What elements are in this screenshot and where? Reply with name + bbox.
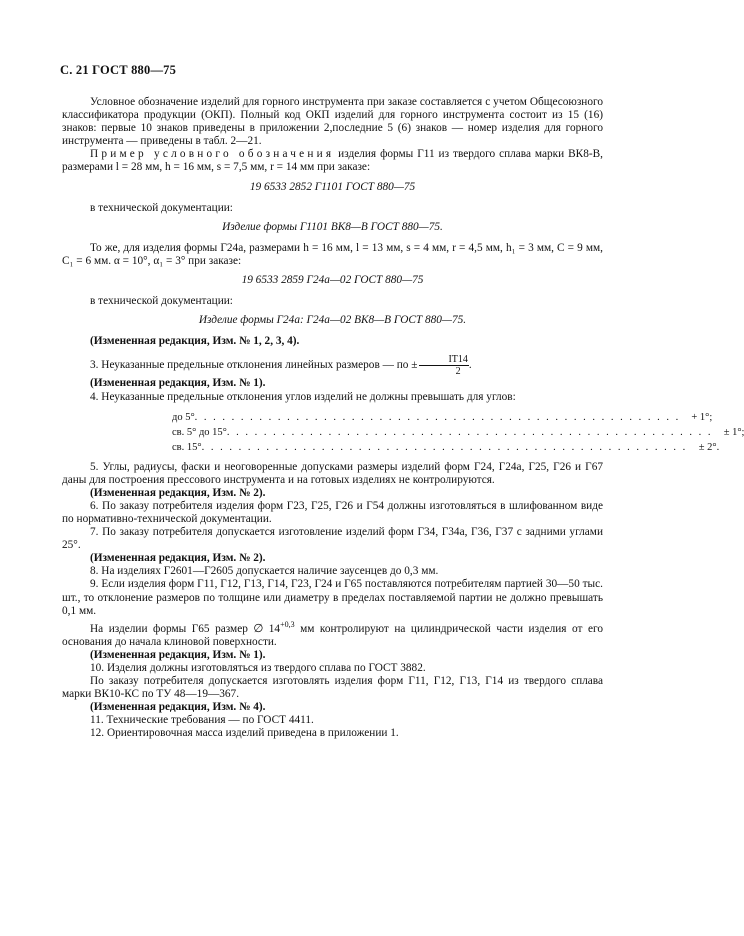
fraction-numerator: IT14 bbox=[419, 354, 468, 366]
document-body bbox=[62, 96, 744, 740]
tolerance-row bbox=[172, 440, 720, 455]
item-10-note: По заказу потребителя допускается изготовлять изделия форм Г11, Г12, Г13, Г14 из твердого сплава марки ВК10-КС по ТУ 48—19—367. bbox=[62, 674, 603, 700]
g65-tolerance-sup: +0,3 bbox=[280, 619, 295, 629]
item-12: 12. Ориентировочная масса изделий приведена в приложении 1. bbox=[90, 727, 399, 740]
tolerance-label: св. 15° bbox=[172, 441, 202, 453]
revision-note: (Измененная редакция, Изм. № 2). bbox=[90, 486, 266, 499]
leader-dots: . . . . . . . . . . . . . . . . . . . . . . . . . . . . . . . . . . . . . . . . . . . . . . . . . . . . . bbox=[201, 441, 688, 453]
revision-note: (Измененная редакция, Изм. № 1). bbox=[90, 377, 266, 390]
tolerance-row bbox=[172, 410, 713, 425]
g65-text-a: На изделии формы Г65 размер ∅ 14 bbox=[90, 622, 281, 635]
paragraph-example bbox=[62, 148, 603, 174]
item-6: 6. По заказу потребителя изделия форм Г23, Г25, Г26 и Г54 должны изготовляться в шлифованном виде по нормативно-технической документации. bbox=[62, 499, 603, 525]
g65-paragraph bbox=[62, 618, 603, 649]
item-7: 7. По заказу потребителя допускается изготовление изделий форм Г34, Г34а, Г36, Г37 с задними углами 25°. bbox=[62, 526, 603, 552]
item-4: 4. Неуказанные предельные отклонения углов изделий не должны превышать для углов: bbox=[90, 390, 516, 403]
tolerance-value: + 1°; bbox=[691, 411, 713, 423]
page-header: С. 21 ГОСТ 880—75 bbox=[60, 63, 177, 77]
tech-doc-label-2: в технической документации: bbox=[90, 295, 233, 308]
designation-1: Изделие формы Г1101 ВК8—В ГОСТ 880—75. bbox=[222, 220, 443, 233]
order-code-1: 19 6533 2852 Г1101 ГОСТ 880—75 bbox=[249, 180, 416, 193]
item-11: 11. Технические требования — по ГОСТ 4411. bbox=[90, 714, 314, 727]
item-3-text: 3. Неуказанные предельные отклонения линейных размеров — по ± bbox=[90, 359, 418, 372]
item-8: 8. На изделиях Г2601—Г2605 допускается наличие заусенцев до 0,3 мм. bbox=[90, 565, 439, 578]
example-text: изделия формы Г11 из твердого сплава марки ВК8-В, размерами l = 28 мм, h = 16 мм, s = 7,5 мм, r = 14 мм при заказе: bbox=[62, 148, 603, 174]
tech-doc-label-1: в технической документации: bbox=[90, 201, 233, 214]
g65-text-b: мм контролируют на цилиндрической части изделия от его основания до начала клиновой поверхности. bbox=[62, 622, 603, 648]
paragraph-g24a: То же, для изделия формы Г24а, размерами h = 16 мм, l = 13 мм, s = 4 мм, r = 4,5 мм, h₁ = 3 мм, С = 9 мм, С₁ = 6 мм. α = 10°, α₁ = 3° при заказе: bbox=[62, 241, 603, 267]
item-10: 10. Изделия должны изготовляться из твердого сплава по ГОСТ 3882. bbox=[90, 661, 426, 674]
tolerance-label: до 5° bbox=[172, 411, 195, 423]
item-3: 3. Неуказанные предельные отклонения линейных размеров — по ± $\frac{IT14}{2}$ . bbox=[90, 354, 472, 378]
tolerance-label: св. 5° до 15° bbox=[172, 426, 227, 438]
item-5: 5. Углы, радиусы, фаски и неоговоренные допусками размеры изделий форм Г24, Г24а, Г25, Г26 и Г67 даны для построения прессового инструмента и на готовых изделиях не контролируются. bbox=[62, 460, 603, 486]
tolerance-row bbox=[172, 425, 744, 440]
fraction-denominator: 2 bbox=[455, 366, 461, 378]
designation-2: Изделие формы Г24а: Г24а—02 ВК8—В ГОСТ 880—75. bbox=[198, 314, 467, 327]
item-9: 9. Если изделия форм Г11, Г12, Г13, Г14, Г23, Г24 и Г65 поставляются потребителям партией 30—50 тыс. шт., то отклонение размеров по толщине или диаметру в пределах поставляемой партии не должно превышать 0,1 мм. bbox=[62, 578, 603, 617]
tolerance-value: ± 1°; bbox=[723, 426, 744, 438]
angle-tolerance-list bbox=[172, 410, 744, 455]
revision-note: (Измененная редакция, Изм. № 1). bbox=[90, 648, 266, 661]
order-code-2: 19 6533 2859 Г24а—02 ГОСТ 880—75 bbox=[241, 274, 424, 287]
paragraph-okp: Условное обозначение изделий для горного инструмента при заказе составляется с учетом Общесоюзного классификатора продукции (ОКП). Полный код ОКП изделий для горного инструмента состоит из 15 (16) знаков: первые 10 знаков приведены в приложении 2,последние 5 (6) знаков — номер изделия для горного инструмента — приведены в табл. 2—21. bbox=[62, 96, 603, 148]
revision-note: (Измененная редакция, Изм. № 4). bbox=[90, 701, 266, 714]
spaced-heading: Пример условного обозначения bbox=[90, 148, 335, 161]
leader-dots: . . . . . . . . . . . . . . . . . . . . . . . . . . . . . . . . . . . . . . . . . . . . . . . . . . . . . bbox=[226, 426, 713, 438]
revision-note: (Измененная редакция, Изм. № 2). bbox=[90, 552, 266, 565]
revision-note: (Измененная редакция, Изм. № 1, 2, 3, 4). bbox=[90, 335, 300, 348]
leader-dots: . . . . . . . . . . . . . . . . . . . . . . . . . . . . . . . . . . . . . . . . . . . . . . . . . . . . . bbox=[194, 411, 681, 423]
it14-fraction bbox=[419, 354, 468, 377]
tolerance-value: ± 2°. bbox=[698, 441, 720, 453]
